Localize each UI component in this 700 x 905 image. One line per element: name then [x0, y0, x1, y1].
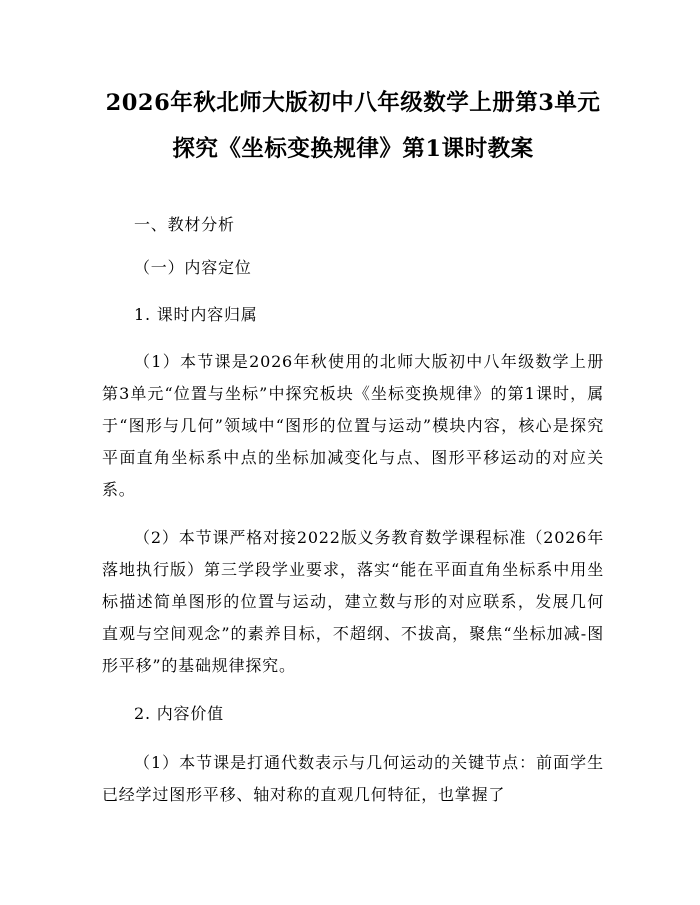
paragraph-content-attribution-2: （2）本节课严格对接2022版义务教育数学课程标准（2026年落地执行版）第三学段学业要求，落实“能在平面直角坐标系中用坐标描述简单图形的位置与运动，建立数与形的对应联系，发展几何直观与空间观念”的素养目标，不超纲、不拔高，聚焦“坐标加减-图形平移”的基础规律探究。: [102, 528, 604, 675]
paragraph-content-attribution-1: （1）本节课是2026年秋使用的北师大版初中八年级数学上册第3单元“位置与坐标”中探究板块《坐标变换规律》的第1课时，属于“图形与几何”领域中“图形的位置与运动”模块内容，核心是探究平面直角坐标系中点的坐标加减变化与点、图形平移运动的对应关系。: [102, 352, 604, 499]
paragraph-content-value-1: （1）本节课是打通代数表示与几何运动的关键节点：前面学生已经学过图形平移、轴对称的直观几何特征，也掌握了: [102, 753, 604, 804]
subsection-heading: （一）内容定位: [134, 258, 252, 277]
document-title: 2026年秋北师大版初中八年级数学上册第3单元探究《坐标变换规律》第1课时教案: [105, 90, 601, 162]
item-heading-content-value: 2. 内容价值: [134, 704, 224, 723]
section-heading: 一、教材分析: [134, 215, 235, 234]
item-heading-content-attribution: 1. 课时内容归属: [134, 305, 258, 324]
